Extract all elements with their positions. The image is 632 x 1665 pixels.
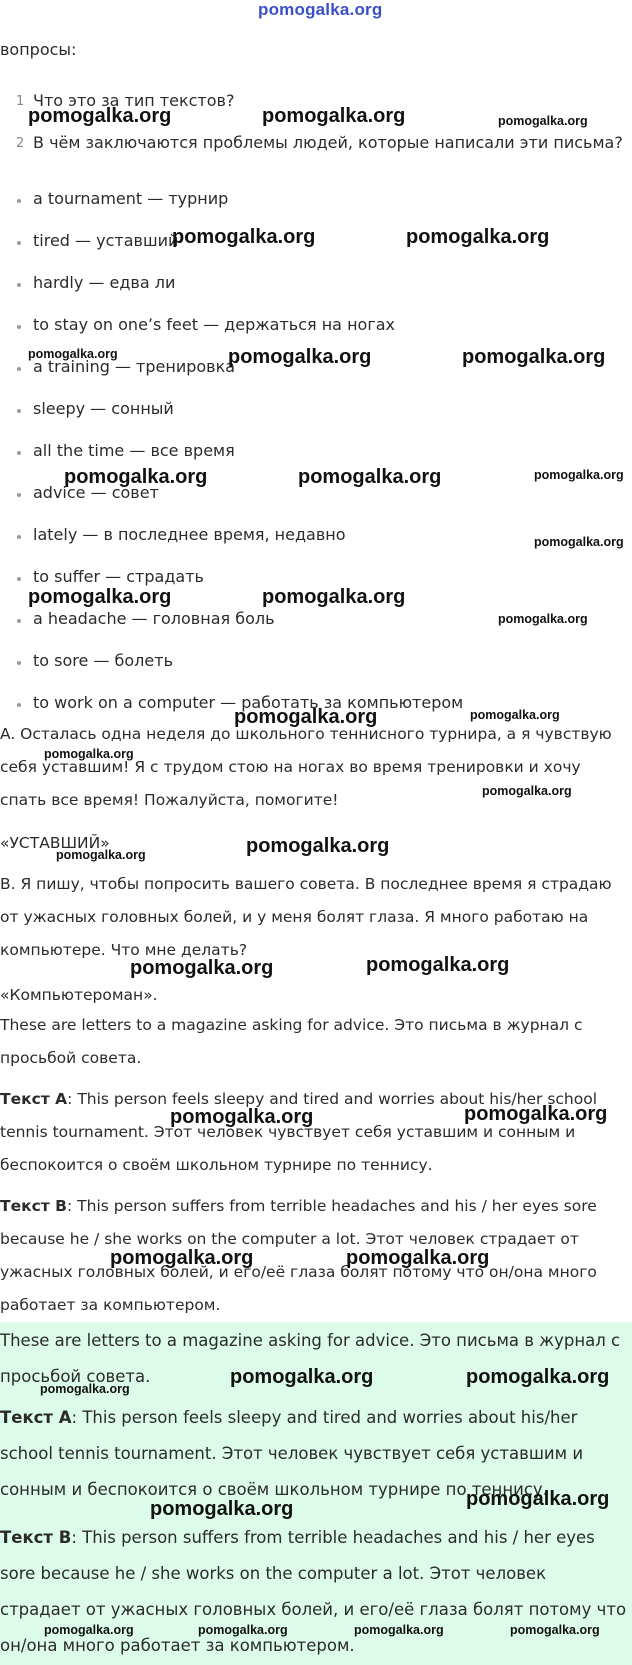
question-text: Что это за тип текстов? xyxy=(33,91,235,110)
watermark: pomogalka.org xyxy=(366,954,510,976)
answer-body-a: : This person feels sleepy and tired and worries about his/her school tennis tournament. Этот человек чувствует себя уставшим и сонным и беспокоится о своём школьном турнире по теннису. xyxy=(0,1408,584,1499)
watermark: pomogalka.org xyxy=(534,535,624,549)
list-item: lately — в последнее время, недавно xyxy=(33,525,346,544)
bullet-icon xyxy=(17,199,21,203)
bullet-icon xyxy=(17,661,21,665)
watermark: pomogalka.org xyxy=(198,1623,288,1637)
watermark: pomogalka.org xyxy=(170,1106,314,1128)
watermark: pomogalka.org xyxy=(464,1103,608,1125)
watermark: pomogalka.org xyxy=(470,708,560,722)
watermark: pomogalka.org xyxy=(482,784,572,798)
letter-a-signature: «УСТАВШИЙ» xyxy=(0,834,110,852)
watermark: pomogalka.org xyxy=(130,957,274,979)
list-item: a training — тренировка xyxy=(33,357,236,376)
list-item: to suffer — страдать xyxy=(33,567,204,586)
watermark: pomogalka.org xyxy=(56,848,146,862)
question-text: В чём заключаются проблемы людей, которые написали эти письма? xyxy=(33,133,623,152)
answer-intro-highlight: These are letters to a magazine asking for advice. Это письма в журнал с просьбой совета. xyxy=(0,1331,621,1386)
watermark: pomogalka.org xyxy=(298,466,442,488)
answer-body-a: : This person feels sleepy and tired and worries about his/her school tennis tournament. Этот человек чувствует себя уставшим и сонным и беспокоится о своём школьном турнире по теннису. xyxy=(0,1090,598,1174)
site-logo: pomogalka.org xyxy=(258,0,383,19)
answer-intro: These are letters to a magazine asking for advice. Это письма в журнал с просьбой совета. xyxy=(0,1016,583,1067)
list-item: a headache — головная боль xyxy=(33,609,275,628)
watermark: pomogalka.org xyxy=(44,1623,134,1637)
watermark: pomogalka.org xyxy=(534,468,624,482)
question-number: 2 xyxy=(16,136,25,151)
watermark: pomogalka.org xyxy=(466,1366,610,1388)
letter-a-text: A. Осталась одна неделя до школьного теннисного турнира, а я чувствую себя уставшим! Я с трудом стою на ногах во время тренировки и хочу спать все время! Пожалуйста, помогите! xyxy=(0,725,612,809)
watermark: pomogalka.org xyxy=(354,1623,444,1637)
watermark: pomogalka.org xyxy=(262,586,406,608)
watermark: pomogalka.org xyxy=(40,1382,130,1396)
bullet-icon xyxy=(17,493,21,497)
watermark: pomogalka.org xyxy=(406,226,550,248)
watermark: pomogalka.org xyxy=(228,346,372,368)
watermark: pomogalka.org xyxy=(28,105,172,127)
answer-label-a: Текст А xyxy=(0,1408,72,1427)
bullet-icon xyxy=(17,451,21,455)
bullet-icon xyxy=(17,325,21,329)
watermark: pomogalka.org xyxy=(172,226,316,248)
bullet-icon xyxy=(17,703,21,707)
bullet-icon xyxy=(17,283,21,287)
watermark: pomogalka.org xyxy=(262,105,406,127)
watermark: pomogalka.org xyxy=(28,347,118,361)
bullet-icon xyxy=(17,241,21,245)
answer-label-b: Текст В xyxy=(0,1528,72,1547)
list-item: to stay on one’s feet — держаться на ногах xyxy=(33,315,395,334)
watermark: pomogalka.org xyxy=(234,706,378,728)
list-item: to work on a computer — работать за компьютером xyxy=(33,693,464,712)
answer-body-b: : This person suffers from terrible headaches and his / her eyes sore because he / she works on the computer a lot. Этот человек страдает от ужасных головных болей, и его/её глаза болят потому что он/она много работает за компьютером. xyxy=(0,1197,597,1314)
bullet-icon xyxy=(17,409,21,413)
watermark: pomogalka.org xyxy=(498,114,588,128)
question-number: 1 xyxy=(16,94,25,109)
watermark: pomogalka.org xyxy=(150,1498,294,1520)
list-item: to sore — болеть xyxy=(33,651,173,670)
letter-b-signature: «Компьютероман». xyxy=(0,986,158,1004)
watermark: pomogalka.org xyxy=(466,1488,610,1510)
list-item: a tournament — турнир xyxy=(33,189,229,208)
answer-body-b: : This person suffers from terrible headaches and his / her eyes sore because he / she works on the computer a lot. Этот человек страдает от ужасных головных болей, и его/её глаза болят потому что он/она много работает за компьютером. xyxy=(0,1528,627,1655)
watermark: pomogalka.org xyxy=(498,612,588,626)
bullet-icon xyxy=(17,367,21,371)
watermark: pomogalka.org xyxy=(110,1247,254,1269)
list-item: tired — уставший xyxy=(33,231,179,250)
bullet-icon xyxy=(17,577,21,581)
letter-b-text: B. Я пишу, чтобы попросить вашего совета. В последнее время я страдаю от ужасных головных болей, и у меня болят глаза. Я много работаю на компьютере. Что мне делать? xyxy=(0,875,612,959)
watermark: pomogalka.org xyxy=(346,1247,490,1269)
watermark: pomogalka.org xyxy=(510,1623,600,1637)
watermark: pomogalka.org xyxy=(462,346,606,368)
answer-label-b: Текст В xyxy=(0,1197,67,1215)
intro-text: вопросы: xyxy=(0,40,77,59)
list-item: advice — совет xyxy=(33,483,159,502)
answer-text-b-highlight xyxy=(0,1520,628,1664)
bullet-icon xyxy=(17,619,21,623)
list-item: sleepy — сонный xyxy=(33,399,174,418)
watermark: pomogalka.org xyxy=(230,1366,374,1388)
answer-label-a: Текст А xyxy=(0,1090,68,1108)
watermark: pomogalka.org xyxy=(44,747,134,761)
answer-text-a xyxy=(0,1083,630,1182)
watermark: pomogalka.org xyxy=(64,466,208,488)
answer-text-b xyxy=(0,1190,630,1322)
list-item: hardly — едва ли xyxy=(33,273,176,292)
watermark: pomogalka.org xyxy=(28,586,172,608)
watermark: pomogalka.org xyxy=(246,835,390,857)
bullet-icon xyxy=(17,535,21,539)
list-item: all the time — все время xyxy=(33,441,235,460)
